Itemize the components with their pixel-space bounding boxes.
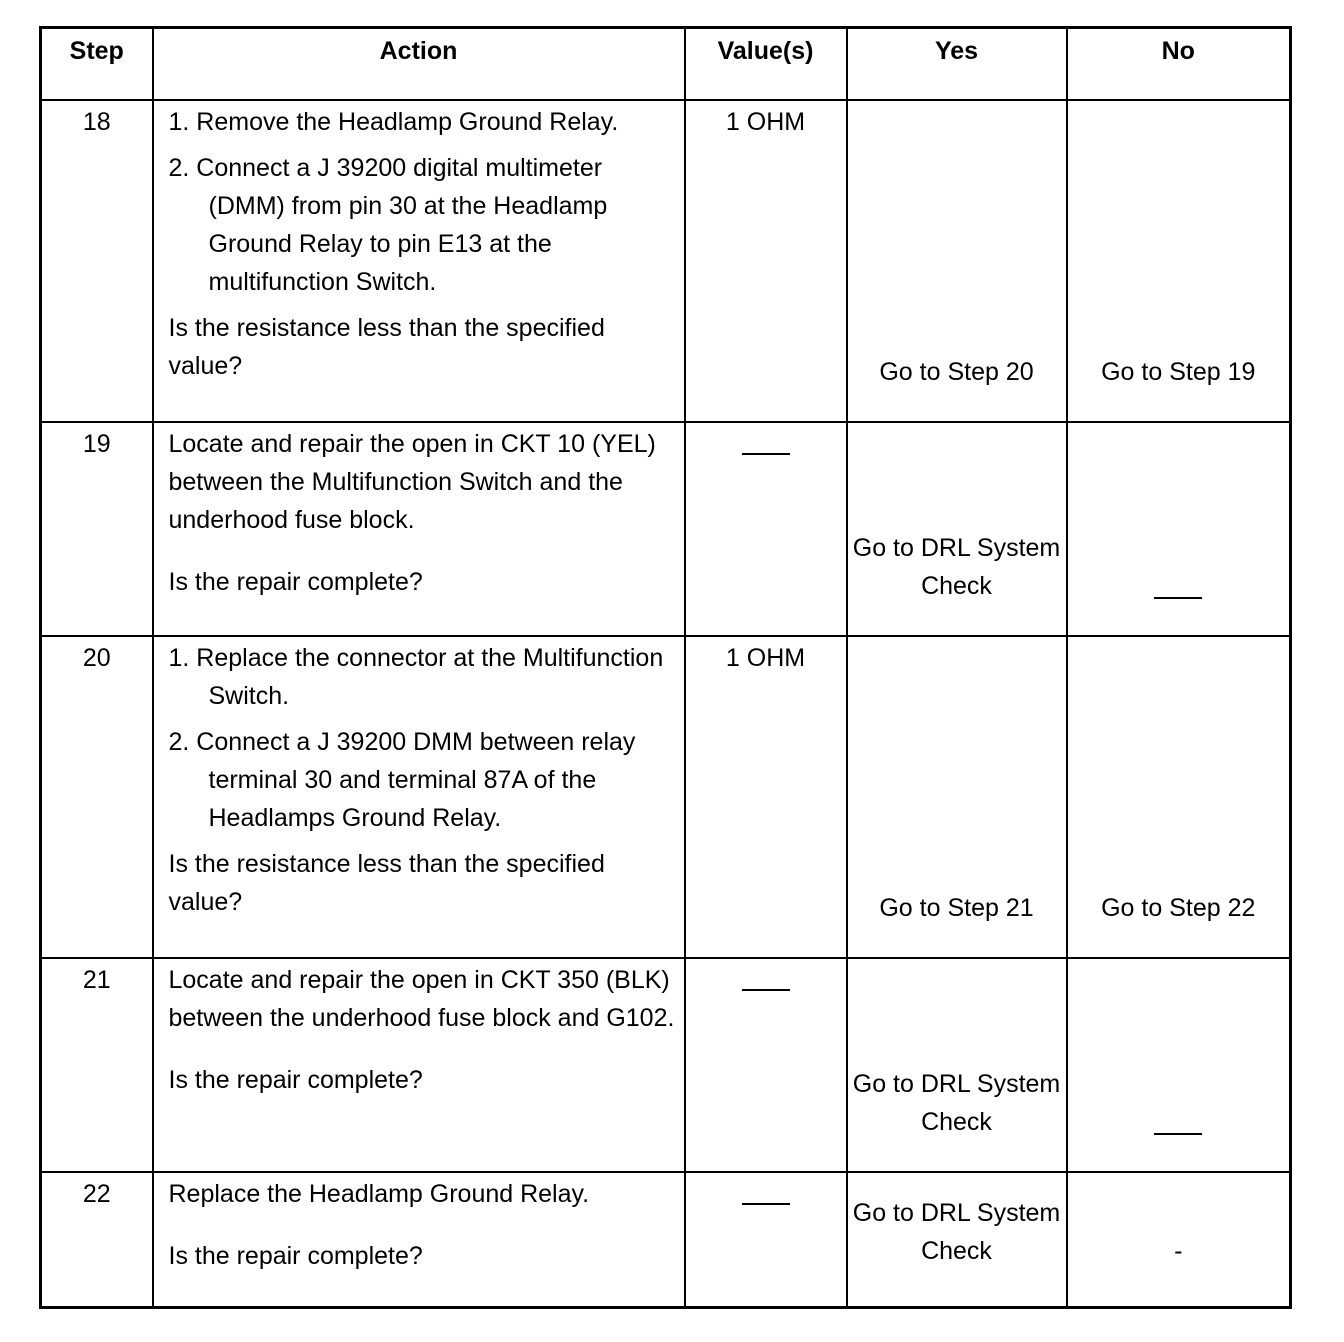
step-number: 20 xyxy=(41,636,153,958)
step-number: 18 xyxy=(41,100,153,422)
step-number: 21 xyxy=(41,958,153,1172)
action-question: Is the repair complete? xyxy=(168,1241,423,1270)
action-question: Is the resistance less than the specified value? xyxy=(168,313,605,380)
action-cell xyxy=(153,636,685,958)
header-step: Step xyxy=(41,28,153,100)
value-dash xyxy=(742,453,790,455)
action-cell xyxy=(153,422,685,636)
action-text: Replace the Headlamp Ground Relay. xyxy=(168,1179,590,1208)
no-cell: Go to Step 22 xyxy=(1067,636,1291,958)
no-cell: Go to Step 19 xyxy=(1067,100,1291,422)
action-question: Is the repair complete? xyxy=(168,1065,423,1094)
action-item: 1. Replace the connector at the Multifunction Switch. xyxy=(168,643,664,710)
yes-cell: Go to DRL System Check xyxy=(847,958,1067,1172)
table-row xyxy=(41,636,1291,958)
step-number: 19 xyxy=(41,422,153,636)
header-action: Action xyxy=(153,28,685,100)
action-cell xyxy=(153,100,685,422)
header-no: No xyxy=(1067,28,1291,100)
no-dash xyxy=(1154,597,1202,599)
table-row xyxy=(41,422,1291,636)
table-row xyxy=(41,1172,1291,1308)
no-cell xyxy=(1067,958,1291,1172)
value-cell: 1 OHM xyxy=(685,100,847,422)
table-row xyxy=(41,100,1291,422)
no-cell: - xyxy=(1067,1172,1291,1308)
action-question: Is the repair complete? xyxy=(168,567,423,596)
action-text: Locate and repair the open in CKT 350 (BLK) between the underhood fuse block and G102. xyxy=(168,965,675,1032)
action-item: 2. Connect a J 39200 DMM between relay terminal 30 and terminal 87A of the Headlamps Ground Relay. xyxy=(168,727,636,832)
action-item: 1. Remove the Headlamp Ground Relay. xyxy=(168,107,619,136)
yes-cell: Go to Step 20 xyxy=(847,100,1067,422)
step-number: 22 xyxy=(41,1172,153,1308)
header-row xyxy=(41,28,1291,100)
action-question: Is the resistance less than the specified value? xyxy=(168,849,605,916)
header-yes: Yes xyxy=(847,28,1067,100)
yes-cell: Go to Step 21 xyxy=(847,636,1067,958)
diagnostic-table xyxy=(39,26,1292,1309)
value-cell xyxy=(685,958,847,1172)
value-cell xyxy=(685,1172,847,1308)
no-cell xyxy=(1067,422,1291,636)
action-text: Locate and repair the open in CKT 10 (YEL) between the Multifunction Switch and the underhood fuse block. xyxy=(168,429,656,534)
value-dash xyxy=(742,989,790,991)
table-row xyxy=(41,958,1291,1172)
value-cell xyxy=(685,422,847,636)
action-item: 2. Connect a J 39200 digital multimeter (DMM) from pin 30 at the Headlamp Ground Relay to pin E13 at the multifunction Switch. xyxy=(168,153,608,296)
header-values: Value(s) xyxy=(685,28,847,100)
action-cell xyxy=(153,1172,685,1308)
action-cell xyxy=(153,958,685,1172)
yes-cell: Go to DRL System Check xyxy=(847,1172,1067,1308)
yes-cell: Go to DRL System Check xyxy=(847,422,1067,636)
value-cell: 1 OHM xyxy=(685,636,847,958)
no-dash xyxy=(1154,1133,1202,1135)
value-dash xyxy=(742,1203,790,1205)
